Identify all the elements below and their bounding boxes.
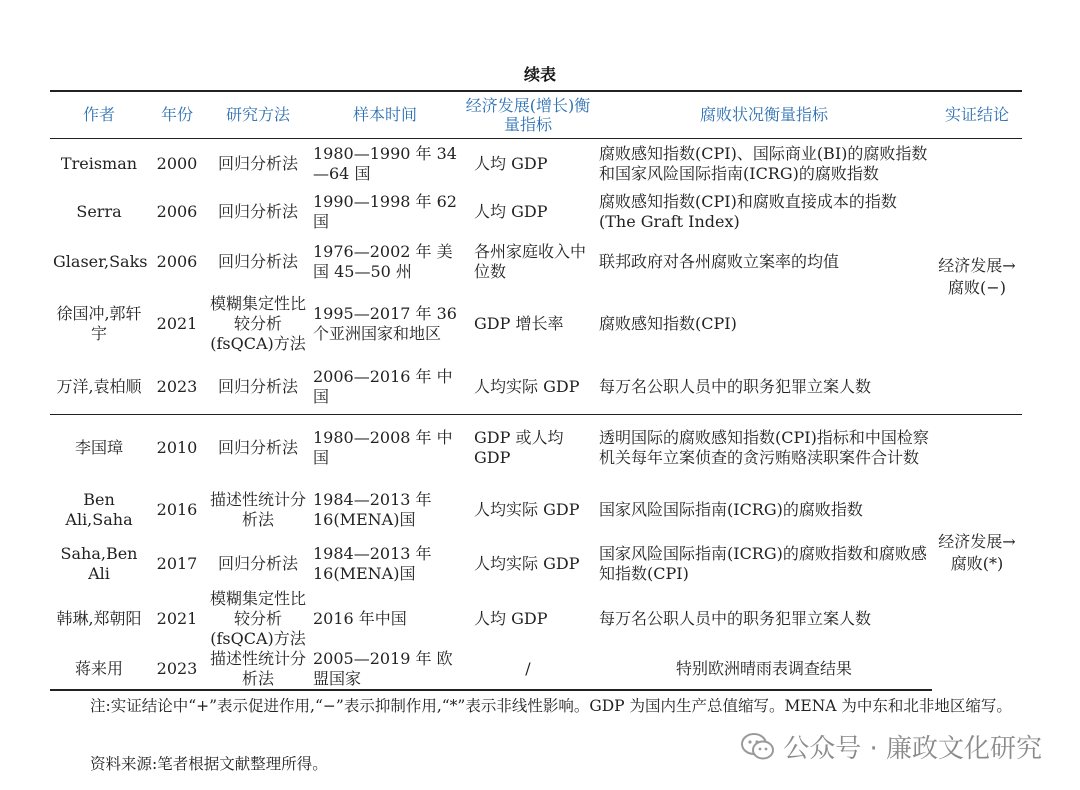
header-author: 作者 [50,91,148,139]
cell-method: 模糊集定性比较分析(fsQCA)方法 [209,589,306,648]
cell-corruption: 每万名公职人员中的职务犯罪立案人数 [599,609,872,628]
table-row [50,481,1022,539]
cell-corruption: 国家风险国际指南(ICRG)的腐败指数 [599,500,863,519]
cell-year: 2021 [156,314,198,333]
table-caption: 续表 [523,65,556,84]
cell-econ: 人均 GDP [474,202,548,221]
cell-sample: 1976—2002 年 美国 45—50 州 [313,242,453,281]
cell-corruption: 腐败感知指数(CPI)和腐败直接成本的指数(The Graft Index) [599,192,897,231]
table-row [50,359,1022,415]
cell-sample: 1984—2013 年 16(MENA)国 [313,544,432,583]
cell-author: Treisman [60,154,138,173]
cell-method: 回归分析法 [217,252,298,271]
cell-corruption: 腐败感知指数(CPI)、国际商业(BI)的腐败指数和国家风险国际指南(ICRG)的腐败指数 [599,144,928,183]
cell-econ: 人均实际 GDP [474,500,580,519]
cell-conclusion-group1: 经济发展→腐败(−) [938,255,1016,297]
table-note: 注:实证结论中“+”表示促进作用,“−”表示抑制作用,“*”表示非线性影响。GDP 为国内生产总值缩写。MENA 为中东和北非地区缩写。 [90,697,1012,715]
table-row [50,589,1022,649]
cell-econ: 人均实际 GDP [474,376,580,396]
cell-author: Serra [76,202,122,221]
header-year: 年份 [148,91,206,139]
cell-method: 描述性统计分析法 [206,649,310,690]
header-sample: 样本时间 [310,91,460,139]
literature-table [50,90,1022,691]
cell-corruption: 腐败感知指数(CPI) [599,314,737,333]
cell-method: 回归分析法 [217,376,298,396]
cell-year: 2021 [156,609,198,628]
cell-conclusion-group2: 经济发展→腐败(*) [932,415,1022,691]
cell-sample: 1995—2017 年 36 个亚洲国家和地区 [313,304,457,343]
cell-econ: 人均 GDP [474,154,548,173]
cell-year: 2016 [156,500,198,519]
cell-method: 描述性统计分析法 [209,490,306,529]
table-row [50,289,1022,359]
cell-corruption: 国家风险国际指南(ICRG)的腐败指数和腐败感知指数(CPI) [599,544,927,583]
table-row [50,539,1022,589]
cell-author: 韩琳,郑朝阳 [56,609,142,628]
cell-sample: 1984—2013 年 16(MENA)国 [313,490,432,529]
cell-econ: 各州家庭收入中位数 [474,242,587,281]
table-source: 资料来源:笔者根据文献整理所得。 [90,755,328,773]
cell-author: Saha,Ben Ali [60,544,138,583]
cell-author: Glaser,Saks [53,252,148,271]
header-method: 研究方法 [206,91,310,139]
header-econ: 经济发展(增长)衡量指标 [460,91,596,139]
cell-sample: 2016 年中国 [313,609,407,628]
cell-method: 回归分析法 [206,415,310,482]
cell-sample: 1980—1990 年 34—64 国 [313,144,457,183]
header-corruption: 腐败状况衡量指标 [596,91,932,139]
cell-year: 2023 [148,649,206,690]
cell-author: 蒋来用 [50,649,148,690]
table-row [50,235,1022,289]
watermark [741,728,1042,765]
header-conclusion: 实证结论 [932,91,1022,139]
cell-sample: 2006—2016 年 中国 [313,366,453,406]
cell-corruption: 透明国际的腐败感知指数(CPI)指标和中国检察机关每年立案侦查的贪污贿赂渎职案件合计数 [596,415,932,482]
cell-year: 2000 [156,154,198,173]
cell-sample: 1990—1998 年 62 国 [313,192,457,231]
cell-method: 回归分析法 [217,154,298,173]
table-row [50,415,1022,482]
wechat-icon [741,732,775,762]
cell-author: 徐国冲,郭轩宇 [56,304,142,343]
cell-corruption: 特别欧洲晴雨表调查结果 [596,649,932,690]
cell-author: 万洋,袁柏顺 [56,376,142,396]
table-row [50,649,1022,690]
cell-sample: 1980—2008 年 中国 [310,415,460,482]
cell-year: 2006 [156,252,198,271]
cell-method: 模糊集定性比较分析(fsQCA)方法 [209,294,306,353]
cell-author: 李国璋 [50,415,148,482]
cell-econ: GDP 或人均 GDP [460,415,596,482]
cell-econ: GDP 增长率 [474,314,564,333]
cell-sample: 2005—2019 年 欧盟国家 [310,649,460,690]
table-header-row [50,91,1022,139]
cell-econ: / [460,649,596,690]
cell-year: 2010 [148,415,206,482]
cell-corruption: 联邦政府对各州腐败立案率的均值 [599,252,840,271]
watermark-text: 公众号 · 廉政文化研究 [783,734,1042,764]
cell-econ: 人均实际 GDP [474,554,580,573]
table-row [50,139,1022,190]
cell-method: 回归分析法 [217,554,298,573]
table-row [50,189,1022,235]
cell-year: 2023 [156,376,198,396]
cell-method: 回归分析法 [217,202,298,221]
cell-year: 2006 [156,202,198,221]
cell-year: 2017 [156,554,198,573]
cell-corruption: 每万名公职人员中的职务犯罪立案人数 [599,376,872,396]
cell-author: Ben Ali,Saha [65,490,133,529]
cell-econ: 人均 GDP [474,609,548,628]
